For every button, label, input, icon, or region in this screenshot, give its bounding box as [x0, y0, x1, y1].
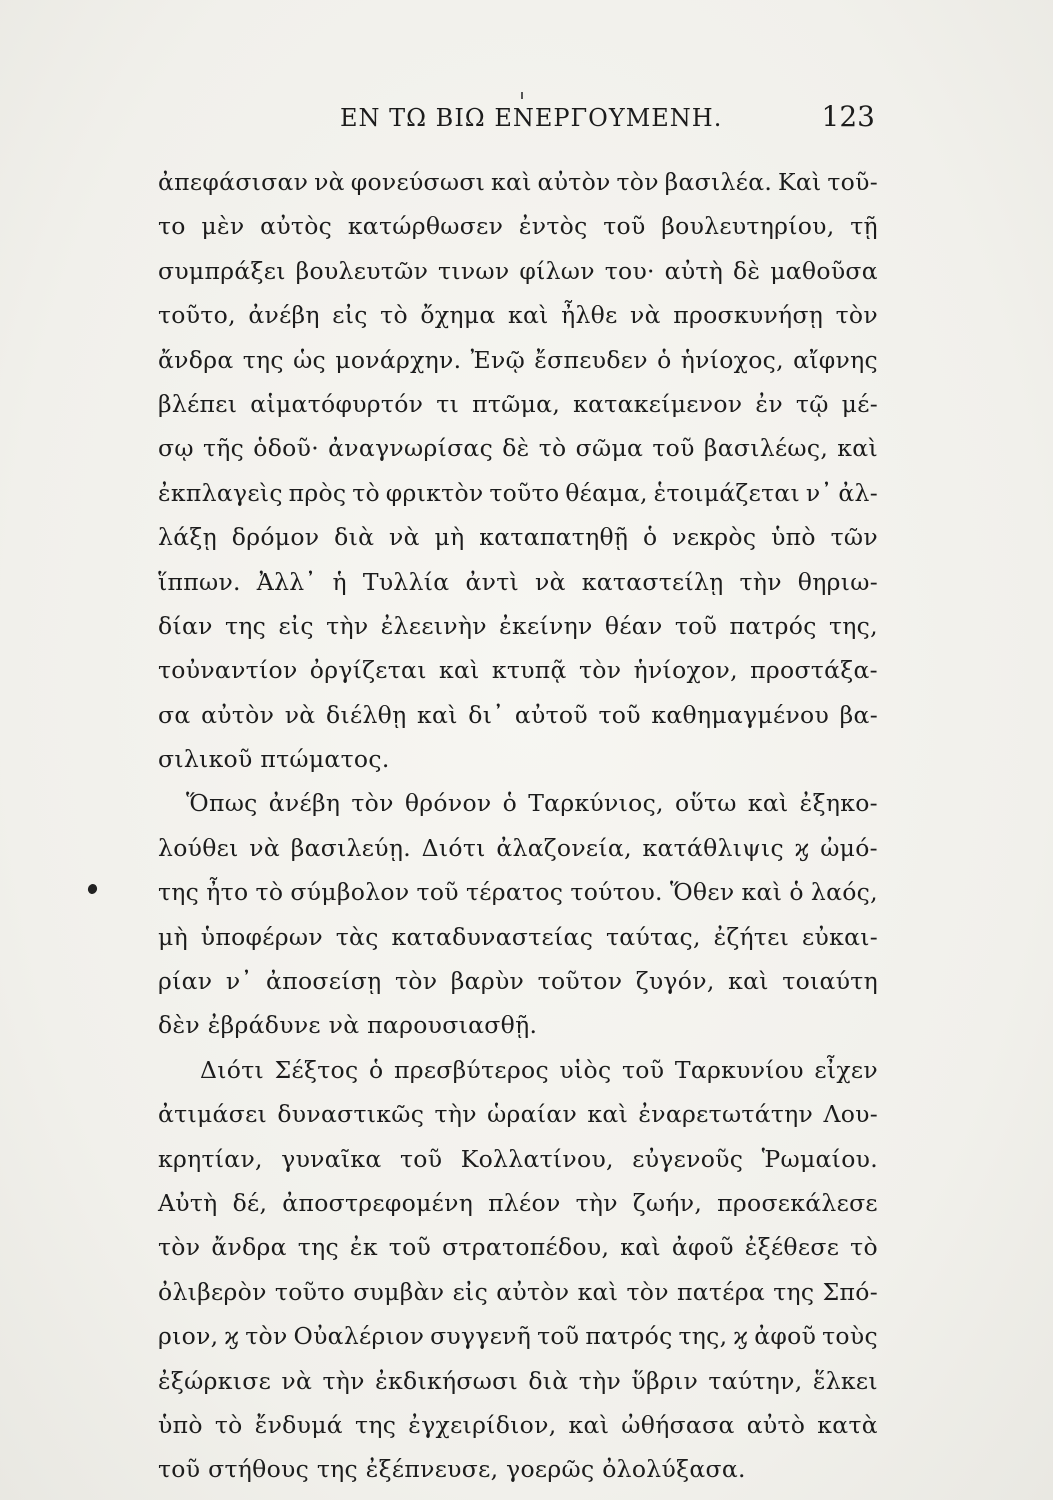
text-line: μὴ ὑποφέρων τὰς καταδυναστείας ταύτας, ἐζήτει εὐκαι-: [158, 922, 878, 951]
text-line: σα αὐτὸν νὰ διέλθῃ καὶ δι᾽ αὐτοῦ τοῦ καθημαγμένου βα-: [158, 700, 878, 729]
text-line: της ἦτο τὸ σύμβολον τοῦ τέρατος τούτου. Ὅθεν καὶ ὁ λαός,: [158, 878, 878, 907]
text-line: ἐκπλαγεὶς πρὸς τὸ φρικτὸν τοῦτο θέαμα, ἑτοιμάζεται ν᾽ ἀλ-: [158, 478, 878, 507]
text-line: δίαν της εἰς τὴν ἐλεεινὴν ἐκείνην θέαν τοῦ πατρός της,: [158, 611, 878, 640]
text-line: ριον, ϗ τὸν Οὐαλέριον συγγενῆ τοῦ πατρός της, ϗ ἀφοῦ τοὺς: [158, 1322, 878, 1351]
text-line: τὸν ἄνδρα της ἐκ τοῦ στρατοπέδου, καὶ ἀφοῦ ἐξέθεσε τὸ: [158, 1233, 878, 1262]
text-line: το μὲν αὐτὸς κατώρθωσεν ἐντὸς τοῦ βουλευτηρίου, τῇ: [158, 212, 878, 241]
ink-blot: [87, 883, 99, 895]
text-line: ὀλιβερὸν τοῦτο συμβὰν εἰς αὐτὸν καὶ τὸν πατέρα της Σπό-: [158, 1277, 878, 1306]
text-line: ὑπὸ τὸ ἔνδυμά της ἐγχειρίδιον, καὶ ὠθήσασα αὐτὸ κατὰ: [158, 1410, 878, 1439]
text-line: ἀπεφάσισαν νὰ φονεύσωσι καὶ αὐτὸν τὸν βασιλέα. Καὶ τοῦ-: [158, 168, 878, 196]
text-line: βλέπει αἱματόφυρτόν τι πτῶμα, κατακείμενον ἐν τῷ μέ-: [158, 389, 878, 418]
text-line: συμπράξει βουλευτῶν τινων φίλων του· αὐτὴ δὲ μαθοῦσα: [158, 256, 878, 285]
text-line: Ὅπως ἀνέβη τὸν θρόνον ὁ Ταρκύνιος, οὕτω καὶ ἐξηκο-: [186, 789, 878, 818]
text-line: λούθει νὰ βασιλεύῃ. Διότι ἀλαζονεία, κατάθλιψις ϗ ὠμό-: [158, 833, 878, 862]
text-line: σιλικοῦ πτώματος.: [158, 745, 390, 774]
body-text: [158, 160, 878, 1492]
text-line: τοῦ στήθους της ἐξέπνευσε, γοερῶς ὀλολύξασα.: [158, 1455, 746, 1484]
text-line: ἄνδρα της ὡς μονάρχην. Ἐνῷ ἔσπευδεν ὁ ἡνίοχος, αἴφνης: [158, 345, 878, 374]
text-line: τοὐναντίον ὀργίζεται καὶ κτυπᾷ τὸν ἡνίοχον, προστάξα-: [158, 656, 878, 685]
text-line: ρίαν ν᾽ ἀποσείσῃ τὸν βαρὺν τοῦτον ζυγόν, καὶ τοιαύτη: [158, 967, 878, 996]
running-head: ΕΝ ΤΩ ΒΙΩ ΕΝΕΡΓΟΥΜΕΝΗ.: [340, 104, 723, 132]
text-line: Αὐτὴ δέ, ἀποστρεφομένη πλέον τὴν ζωήν, προσεκάλεσε: [158, 1188, 878, 1217]
text-line: λάξῃ δρόμον διὰ νὰ μὴ καταπατηθῇ ὁ νεκρὸς ὑπὸ τῶν: [158, 523, 878, 552]
text-line: ἀτιμάσει δυναστικῶς τὴν ὡραίαν καὶ ἐναρετωτάτην Λου-: [158, 1100, 878, 1129]
text-line: δὲν ἐβράδυνε νὰ παρουσιασθῇ.: [158, 1011, 538, 1040]
text-line: ἐξώρκισε νὰ τὴν ἐκδικήσωσι διὰ τὴν ὕβριν ταύτην, ἕλκει: [158, 1366, 878, 1395]
page-number: 123: [821, 100, 875, 133]
page-header: [160, 100, 875, 140]
text-line: τοῦτο, ἀνέβη εἰς τὸ ὄχημα καὶ ἦλθε νὰ προσκυνήσῃ τὸν: [158, 301, 878, 330]
text-line: ἵππων. Ἀλλ᾽ ἡ Τυλλία ἀντὶ νὰ καταστείλῃ τὴν θηριω-: [158, 567, 878, 596]
text-line: κρητίαν, γυναῖκα τοῦ Κολλατίνου, εὐγενοῦς Ῥωμαίου.: [158, 1144, 878, 1173]
text-line: Διότι Σέξτος ὁ πρεσβύτερος υἱὸς τοῦ Ταρκυνίου εἶχεν: [200, 1055, 878, 1084]
text-line: σῳ τῆς ὁδοῦ· ἀναγνωρίσας δὲ τὸ σῶμα τοῦ βασιλέως, καὶ: [158, 434, 878, 463]
print-mark: [521, 92, 523, 99]
